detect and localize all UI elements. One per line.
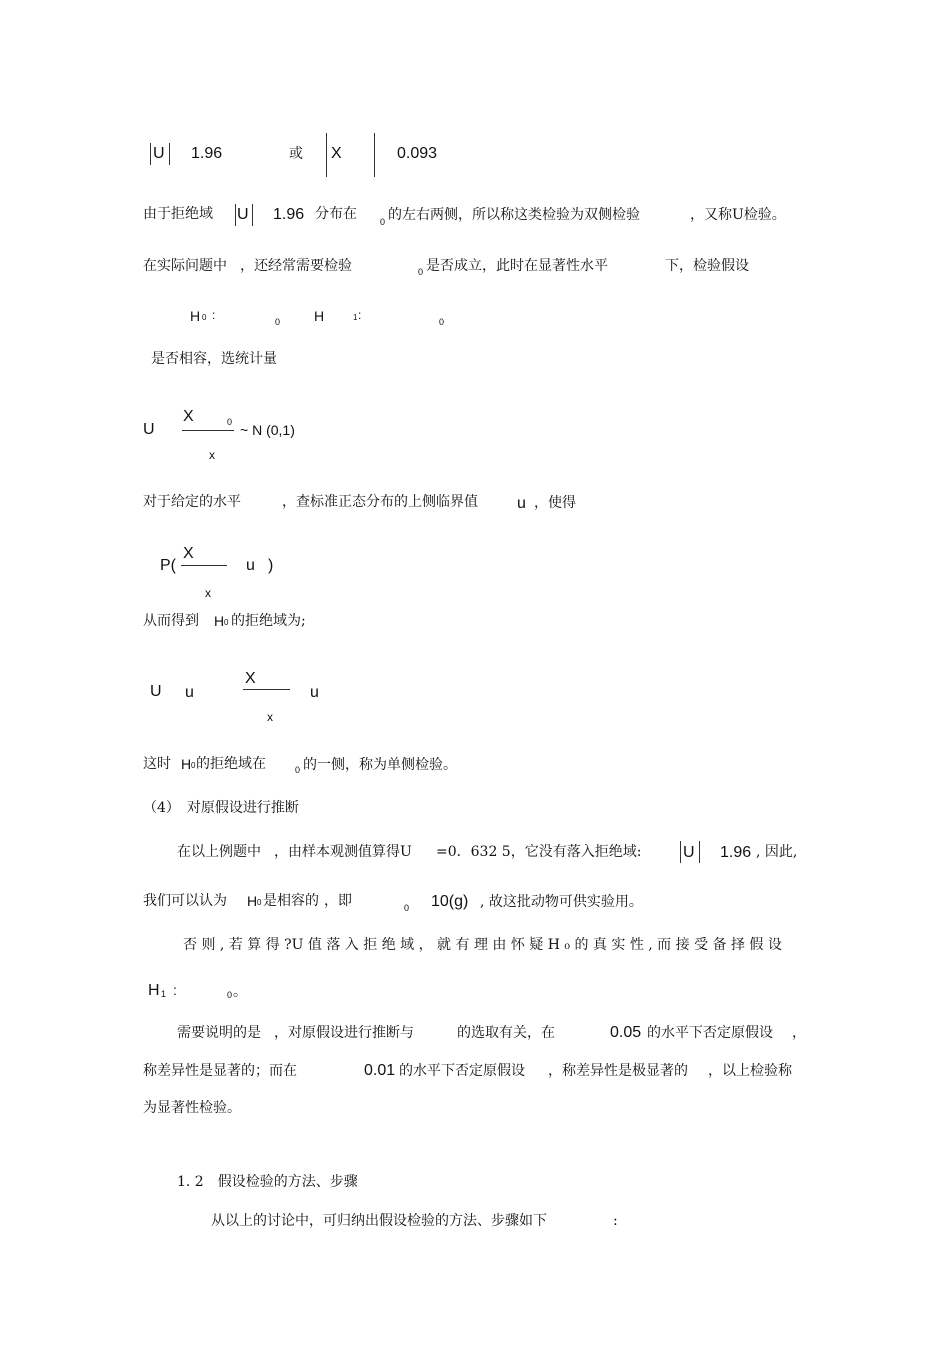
- eq1-value: 1.96: [191, 145, 223, 162]
- section-heading-1-2: 1. 2 假设检验的方法、步骤: [177, 1174, 358, 1190]
- eq4-ua: u: [185, 684, 194, 701]
- line13-text-c: ，称差异性是极显著的: [548, 1063, 688, 1079]
- line5-text-b: 的拒绝域为;: [231, 613, 306, 629]
- line4-u: u: [517, 495, 526, 512]
- line1-text-b: 分布在: [315, 206, 357, 222]
- eq2-x: X: [183, 408, 194, 425]
- eq2-sigma-sub: x: [209, 448, 215, 462]
- line13-text-b: 的水平下否定原假设: [399, 1063, 525, 1079]
- eq1-value2: 0.093: [397, 145, 438, 162]
- line2-text-a: 在实际问题中: [143, 258, 227, 274]
- eq4-u: U: [150, 683, 162, 700]
- line11-h: H: [148, 982, 160, 999]
- line10-text: 否 则 , 若 算 得 ?U 值 落 入 拒 绝 域 ， 就 有 理 由 怀 疑 H ₀ 的 真 实 性 , 而 接 受 备 择 假 设: [183, 937, 782, 953]
- line12-text-c: 的选取有关，在: [457, 1025, 555, 1041]
- abs-bar-right: [169, 143, 170, 165]
- line14-text: 为显著性检验。: [143, 1100, 241, 1116]
- line5-h-sub: 0: [224, 618, 229, 627]
- abs-bar-right: [252, 204, 253, 226]
- line9-text-b: 是相容的: [263, 893, 319, 909]
- hyp-sub1: 0: [439, 317, 445, 327]
- line1-text-d: ，又称U检验。: [690, 207, 786, 223]
- hyp-h0: H: [190, 308, 201, 324]
- line11-colon: :: [173, 982, 177, 998]
- line4-text-c: ，使得: [534, 495, 576, 511]
- line9-text-c: ，即: [324, 893, 352, 909]
- hyp-sub0: 0: [275, 317, 281, 327]
- line6-text-c: 的一侧，称为单侧检验。: [303, 757, 457, 773]
- fraction-bar: [182, 430, 234, 431]
- line6-text-b: 的拒绝域在: [196, 756, 266, 772]
- line9-h-sub: 0: [257, 898, 262, 907]
- line8-text-a: 在以上例题中: [177, 844, 261, 860]
- line12-text-a: 需要说明的是: [177, 1025, 261, 1041]
- line4-text-a: 对于给定的水平: [143, 494, 241, 510]
- abs-bar-left: [680, 841, 681, 863]
- eq2-u: U: [143, 421, 155, 438]
- line2-text-b: ，还经常需要检验: [240, 258, 352, 274]
- line9-value: 10(g): [431, 893, 469, 910]
- line2-sub: 0: [418, 267, 424, 277]
- eq3-x: X: [183, 545, 194, 562]
- line12-text-d: 的水平下否定原假设: [647, 1025, 773, 1041]
- eq2-dist: ~ N (0,1): [240, 422, 295, 438]
- line15-text-b: :: [613, 1213, 618, 1229]
- eq1-u: U: [153, 145, 165, 162]
- line1-u: U: [237, 206, 249, 223]
- line1-value: 1.96: [273, 206, 305, 223]
- line9-sub: 0: [404, 903, 410, 913]
- line9-text-a: 我们可以认为: [143, 893, 227, 909]
- line9-text-d: , 故这批动物可供实验用。: [480, 894, 643, 910]
- abs-bar-right: [374, 133, 375, 177]
- line1-sub: 0: [380, 217, 386, 227]
- hyp-colon2: :: [358, 308, 362, 322]
- line8-u: U: [683, 844, 695, 861]
- line8-text-b: ，由样本观测值算得U: [274, 844, 412, 860]
- abs-bar-left: [150, 143, 151, 165]
- eq1-x: X: [331, 145, 342, 162]
- line13-value: 0.01: [364, 1062, 396, 1079]
- line5-text-a: 从而得到: [143, 613, 199, 629]
- line12-text-b: ，对原假设进行推断与: [274, 1025, 414, 1041]
- line8-text-d: , 因此,: [756, 844, 798, 860]
- line13-text-a: 称差异性是显著的；而在: [143, 1063, 297, 1079]
- line1-text-c: 的左右两侧，所以称这类检验为双侧检验: [388, 207, 640, 223]
- hyp-h0-sub: 0: [202, 313, 207, 322]
- hyp-h1: H: [314, 308, 325, 324]
- line6-text-a: 这时: [143, 756, 171, 772]
- line11-sub: 0: [227, 990, 233, 1000]
- hyp-h1-sub: 1: [353, 313, 358, 322]
- eq3-sigma-sub: x: [205, 586, 211, 600]
- abs-bar-left: [235, 204, 236, 226]
- line6-h: H: [181, 756, 192, 772]
- abs-bar-left: [326, 133, 327, 177]
- line11-h-sub: 1: [161, 989, 167, 999]
- hyp-colon: :: [212, 308, 216, 322]
- fraction-bar: [243, 689, 290, 690]
- line12-value: 0.05: [610, 1024, 642, 1041]
- line5-h: H: [214, 613, 225, 629]
- line1-text-a: 由于拒绝域: [143, 206, 213, 222]
- line2-text-d: 下，检验假设: [665, 258, 749, 274]
- eq2-sub: 0: [227, 417, 233, 427]
- abs-bar-right: [699, 841, 700, 863]
- line6-sub: 0: [295, 765, 301, 775]
- section-heading-4: （4） 对原假设进行推断: [143, 800, 299, 816]
- line2-text-c: 是否成立，此时在显著性水平: [426, 258, 608, 274]
- eq3-close: ): [268, 557, 274, 574]
- line9-h: H: [247, 893, 258, 909]
- line8-text-c: =0．632 5，它没有落入拒绝域:: [436, 844, 642, 860]
- eq4-x: X: [245, 670, 256, 687]
- line3-text: 是否相容，选统计量: [151, 351, 277, 367]
- eq4-ub: u: [310, 684, 319, 701]
- line13-text-d: ，以上检验称: [708, 1063, 792, 1079]
- line8-value: 1.96: [720, 844, 752, 861]
- line12-text-e: ，: [792, 1025, 806, 1041]
- eq1-or: 或: [289, 146, 303, 162]
- line4-text-b: ，查标准正态分布的上侧临界值: [282, 494, 478, 510]
- eq3-u: u: [246, 557, 255, 574]
- line11-end: 。: [233, 984, 247, 1000]
- eq3-p: P(: [160, 557, 176, 574]
- line15-text-a: 从以上的讨论中，可归纳出假设检验的方法、步骤如下: [211, 1213, 547, 1229]
- line6-h-sub: 0: [191, 761, 196, 770]
- eq4-sigma-sub: x: [267, 710, 273, 724]
- fraction-bar: [181, 565, 227, 566]
